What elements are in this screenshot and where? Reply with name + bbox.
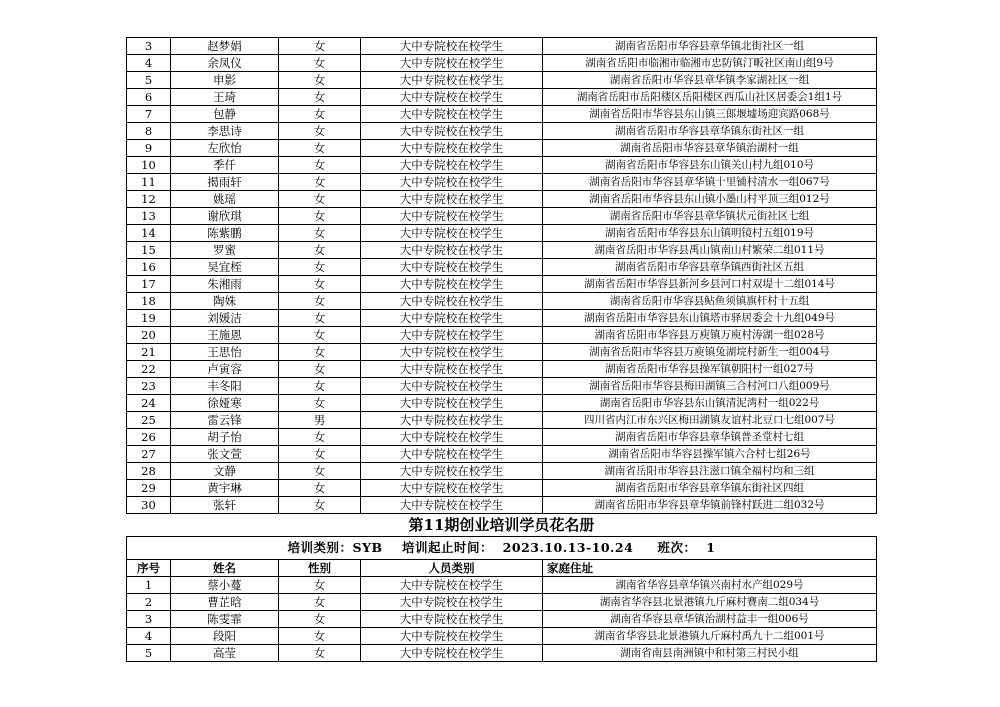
cell-address: 湖南省岳阳市华容县操军镇朝阳村一组027号	[543, 361, 877, 378]
cell-address: 湖南省岳阳市华容县东山镇塔市驿居委会十九组049号	[543, 310, 877, 327]
cell-name: 王琦	[171, 89, 279, 106]
cell-gender: 女	[279, 106, 361, 123]
cell-name: 陈雯霏	[171, 611, 279, 628]
cell-name: 蔡小蔓	[171, 577, 279, 594]
cell-address: 湖南省岳阳市华容县章华镇十里铺村清水一组067号	[543, 174, 877, 191]
cell-gender: 女	[279, 191, 361, 208]
header-name: 姓名	[171, 560, 279, 577]
cell-type: 大中专院校在校学生	[361, 55, 543, 72]
cell-gender: 女	[279, 225, 361, 242]
cell-address: 湖南省岳阳市华容县东山镇清泥湾村一组022号	[543, 395, 877, 412]
cell-type: 大中专院校在校学生	[361, 327, 543, 344]
cell-no: 14	[127, 225, 171, 242]
cell-gender: 女	[279, 242, 361, 259]
cell-no: 10	[127, 157, 171, 174]
cell-type: 大中专院校在校学生	[361, 361, 543, 378]
cell-address: 湖南省岳阳市华容县章华镇治湖村一组	[543, 140, 877, 157]
cell-no: 25	[127, 412, 171, 429]
cell-gender: 女	[279, 480, 361, 497]
cell-no: 5	[127, 645, 171, 662]
cell-type: 大中专院校在校学生	[361, 344, 543, 361]
cell-no: 1	[127, 577, 171, 594]
cell-gender: 女	[279, 157, 361, 174]
cell-no: 11	[127, 174, 171, 191]
table-row	[127, 327, 877, 344]
cell-gender: 女	[279, 174, 361, 191]
table-row	[127, 446, 877, 463]
cell-address: 湖南省华容县北景港镇九斤麻村賽南二组034号	[543, 594, 877, 611]
cell-address: 湖南省岳阳市华容县新河乡县河口村双堤十二组014号	[543, 276, 877, 293]
cell-no: 5	[127, 72, 171, 89]
cell-name: 王施恩	[171, 327, 279, 344]
cell-name: 吴宜桎	[171, 259, 279, 276]
cell-gender: 女	[279, 344, 361, 361]
cell-address: 湖南省岳阳市华容县鲇鱼须镇旗杆村十五组	[543, 293, 877, 310]
table-row	[127, 577, 877, 594]
cell-gender: 女	[279, 628, 361, 645]
cell-gender: 女	[279, 594, 361, 611]
cell-name: 段阳	[171, 628, 279, 645]
cell-name: 陶姝	[171, 293, 279, 310]
header-gender: 性别	[279, 560, 361, 577]
cell-type: 大中专院校在校学生	[361, 429, 543, 446]
table-row	[127, 208, 877, 225]
cell-gender: 女	[279, 293, 361, 310]
cell-no: 2	[127, 594, 171, 611]
cell-no: 6	[127, 89, 171, 106]
cell-no: 3	[127, 38, 171, 55]
cell-type: 大中专院校在校学生	[361, 611, 543, 628]
cell-address: 湖南省岳阳市华容县章华镇李家湖社区一组	[543, 72, 877, 89]
table-row	[127, 55, 877, 72]
cell-name: 张文萱	[171, 446, 279, 463]
cell-no: 7	[127, 106, 171, 123]
section-title: 第11期创业培训学员花名册	[127, 514, 877, 537]
table-row	[127, 628, 877, 645]
cell-type: 大中专院校在校学生	[361, 412, 543, 429]
cell-address: 四川省内江市东兴区梅田湖镇友谊村北豆口七组007号	[543, 412, 877, 429]
cell-name: 高莹	[171, 645, 279, 662]
cell-no: 26	[127, 429, 171, 446]
cell-address: 湖南省岳阳市华容县操军镇六合村七组26号	[543, 446, 877, 463]
cell-gender: 女	[279, 577, 361, 594]
cell-no: 13	[127, 208, 171, 225]
cell-address: 湖南省岳阳市华容县章华镇东街社区一组	[543, 123, 877, 140]
cell-name: 张轩	[171, 497, 279, 514]
cell-name: 罗蜜	[171, 242, 279, 259]
cell-name: 朱湘雨	[171, 276, 279, 293]
table-row	[127, 106, 877, 123]
cell-type: 大中专院校在校学生	[361, 378, 543, 395]
cell-name: 李思诗	[171, 123, 279, 140]
cell-name: 卢寅容	[171, 361, 279, 378]
cell-no: 21	[127, 344, 171, 361]
cell-address: 湖南省岳阳市华容县东山镇关山村九组010号	[543, 157, 877, 174]
cell-type: 大中专院校在校学生	[361, 577, 543, 594]
cell-no: 9	[127, 140, 171, 157]
table-row	[127, 174, 877, 191]
cell-no: 3	[127, 611, 171, 628]
roster-top-body	[127, 38, 877, 514]
cell-gender: 女	[279, 361, 361, 378]
cell-name: 姚瑶	[171, 191, 279, 208]
table-row	[127, 497, 877, 514]
table-row	[127, 191, 877, 208]
cell-name: 余凤仪	[171, 55, 279, 72]
cell-address: 湖南省岳阳市华容县万庾镇万庾村涛湖一组028号	[543, 327, 877, 344]
cell-no: 22	[127, 361, 171, 378]
cell-type: 大中专院校在校学生	[361, 89, 543, 106]
table-row	[127, 594, 877, 611]
cell-address: 湖南省岳阳市华容县东山镇明镜村五组019号	[543, 225, 877, 242]
header-address: 家庭住址	[543, 560, 877, 577]
table-row	[127, 38, 877, 55]
cell-gender: 女	[279, 497, 361, 514]
cell-address: 湖南省岳阳市华容县东山镇三郎堰墟场迎宾路068号	[543, 106, 877, 123]
cell-name: 雷云锋	[171, 412, 279, 429]
section-head	[127, 514, 877, 577]
column-header-row	[127, 560, 877, 577]
section-info-row	[127, 537, 877, 560]
cell-address: 湖南省岳阳市华容县章华镇前锋村跃进二组032号	[543, 497, 877, 514]
cell-name: 胡子怡	[171, 429, 279, 446]
cell-type: 大中专院校在校学生	[361, 310, 543, 327]
cell-type: 大中专院校在校学生	[361, 174, 543, 191]
table-row	[127, 72, 877, 89]
table-row	[127, 157, 877, 174]
header-no: 序号	[127, 560, 171, 577]
cell-name: 申影	[171, 72, 279, 89]
table-row	[127, 123, 877, 140]
cell-gender: 男	[279, 412, 361, 429]
cell-type: 大中专院校在校学生	[361, 395, 543, 412]
table-row	[127, 429, 877, 446]
cell-name: 徐娅寒	[171, 395, 279, 412]
cell-no: 4	[127, 628, 171, 645]
roster-bottom-body	[127, 577, 877, 662]
cell-no: 19	[127, 310, 171, 327]
cell-no: 30	[127, 497, 171, 514]
cell-type: 大中专院校在校学生	[361, 645, 543, 662]
cell-name: 曹芷晗	[171, 594, 279, 611]
cell-no: 24	[127, 395, 171, 412]
header-type: 人员类别	[361, 560, 543, 577]
cell-type: 大中专院校在校学生	[361, 259, 543, 276]
table-row	[127, 293, 877, 310]
cell-gender: 女	[279, 446, 361, 463]
cell-name: 王思怡	[171, 344, 279, 361]
cell-type: 大中专院校在校学生	[361, 123, 543, 140]
cell-gender: 女	[279, 310, 361, 327]
cell-type: 大中专院校在校学生	[361, 242, 543, 259]
section-title-row	[127, 514, 877, 537]
table-row	[127, 463, 877, 480]
cell-no: 29	[127, 480, 171, 497]
cell-name: 丰冬阳	[171, 378, 279, 395]
table-row	[127, 89, 877, 106]
cell-gender: 女	[279, 276, 361, 293]
table-row	[127, 412, 877, 429]
cell-no: 17	[127, 276, 171, 293]
cell-gender: 女	[279, 429, 361, 446]
cell-gender: 女	[279, 89, 361, 106]
cell-gender: 女	[279, 72, 361, 89]
cell-address: 湖南省华容县章华镇治湖村益丰一组006号	[543, 611, 877, 628]
cell-no: 28	[127, 463, 171, 480]
cell-address: 湖南省南县南洲镇中和村第三村民小组	[543, 645, 877, 662]
cell-gender: 女	[279, 208, 361, 225]
cell-gender: 女	[279, 259, 361, 276]
cell-no: 12	[127, 191, 171, 208]
roster-table	[126, 37, 877, 662]
cell-name: 赵梦娟	[171, 38, 279, 55]
table-row	[127, 310, 877, 327]
cell-no: 23	[127, 378, 171, 395]
cell-address: 湖南省岳阳市华容县万庾镇兔湖垸村新生一组004号	[543, 344, 877, 361]
cell-type: 大中专院校在校学生	[361, 446, 543, 463]
cell-gender: 女	[279, 611, 361, 628]
table-row	[127, 140, 877, 157]
cell-address: 湖南省岳阳市华容县东山镇小墨山村平顶三组012号	[543, 191, 877, 208]
cell-name: 季仟	[171, 157, 279, 174]
training-info: 培训类别：SYB 培训起止时间： 2023.10.13-10.24 班次： 1	[127, 537, 877, 560]
table-row	[127, 242, 877, 259]
cell-type: 大中专院校在校学生	[361, 293, 543, 310]
cell-no: 15	[127, 242, 171, 259]
cell-address: 湖南省岳阳市华容县章华镇西街社区五组	[543, 259, 877, 276]
cell-address: 湖南省华容县章华镇兴南村水产组029号	[543, 577, 877, 594]
cell-type: 大中专院校在校学生	[361, 480, 543, 497]
cell-no: 16	[127, 259, 171, 276]
cell-name: 刘媛洁	[171, 310, 279, 327]
cell-address: 湖南省岳阳市华容县章华镇东街社区四组	[543, 480, 877, 497]
cell-type: 大中专院校在校学生	[361, 157, 543, 174]
cell-address: 湖南省岳阳市华容县禹山镇南山村繁荣二组011号	[543, 242, 877, 259]
cell-address: 湖南省岳阳市华容县章华镇北街社区一组	[543, 38, 877, 55]
cell-address: 湖南省岳阳市华容县章华镇普圣堂村七组	[543, 429, 877, 446]
cell-type: 大中专院校在校学生	[361, 594, 543, 611]
cell-name: 黄宇琳	[171, 480, 279, 497]
table-row	[127, 259, 877, 276]
cell-type: 大中专院校在校学生	[361, 276, 543, 293]
cell-name: 陈紫鹏	[171, 225, 279, 242]
cell-no: 27	[127, 446, 171, 463]
cell-no: 20	[127, 327, 171, 344]
cell-gender: 女	[279, 123, 361, 140]
cell-gender: 女	[279, 645, 361, 662]
cell-type: 大中专院校在校学生	[361, 106, 543, 123]
cell-address: 湖南省岳阳市华容县注滋口镇全福村均和三组	[543, 463, 877, 480]
cell-gender: 女	[279, 463, 361, 480]
cell-type: 大中专院校在校学生	[361, 225, 543, 242]
cell-address: 湖南省岳阳市华容县章华镇状元街社区七组	[543, 208, 877, 225]
cell-gender: 女	[279, 140, 361, 157]
cell-no: 4	[127, 55, 171, 72]
cell-address: 湖南省华容县北景港镇九斤麻村禹九十二组001号	[543, 628, 877, 645]
cell-type: 大中专院校在校学生	[361, 72, 543, 89]
cell-name: 谢欣琪	[171, 208, 279, 225]
table-row	[127, 225, 877, 242]
table-row	[127, 276, 877, 293]
cell-type: 大中专院校在校学生	[361, 497, 543, 514]
cell-type: 大中专院校在校学生	[361, 463, 543, 480]
table-row	[127, 480, 877, 497]
cell-name: 揭雨轩	[171, 174, 279, 191]
table-row	[127, 361, 877, 378]
cell-no: 18	[127, 293, 171, 310]
cell-address: 湖南省岳阳市华容县梅田湖镇三合村河口八组009号	[543, 378, 877, 395]
cell-type: 大中专院校在校学生	[361, 628, 543, 645]
cell-no: 8	[127, 123, 171, 140]
table-row	[127, 395, 877, 412]
cell-address: 湖南省岳阳市岳阳楼区岳阳楼区西瓜山社区居委会1组1号	[543, 89, 877, 106]
cell-gender: 女	[279, 38, 361, 55]
roster-sheet	[126, 37, 876, 662]
cell-type: 大中专院校在校学生	[361, 208, 543, 225]
cell-type: 大中专院校在校学生	[361, 191, 543, 208]
table-row	[127, 611, 877, 628]
cell-gender: 女	[279, 55, 361, 72]
cell-name: 包静	[171, 106, 279, 123]
cell-type: 大中专院校在校学生	[361, 38, 543, 55]
cell-address: 湖南省岳阳市临湘市临湘市忠防镇汀畈社区南山组9号	[543, 55, 877, 72]
cell-gender: 女	[279, 395, 361, 412]
cell-gender: 女	[279, 327, 361, 344]
table-row	[127, 344, 877, 361]
table-row	[127, 645, 877, 662]
cell-type: 大中专院校在校学生	[361, 140, 543, 157]
cell-name: 左欣怡	[171, 140, 279, 157]
cell-name: 文静	[171, 463, 279, 480]
cell-gender: 女	[279, 378, 361, 395]
table-row	[127, 378, 877, 395]
